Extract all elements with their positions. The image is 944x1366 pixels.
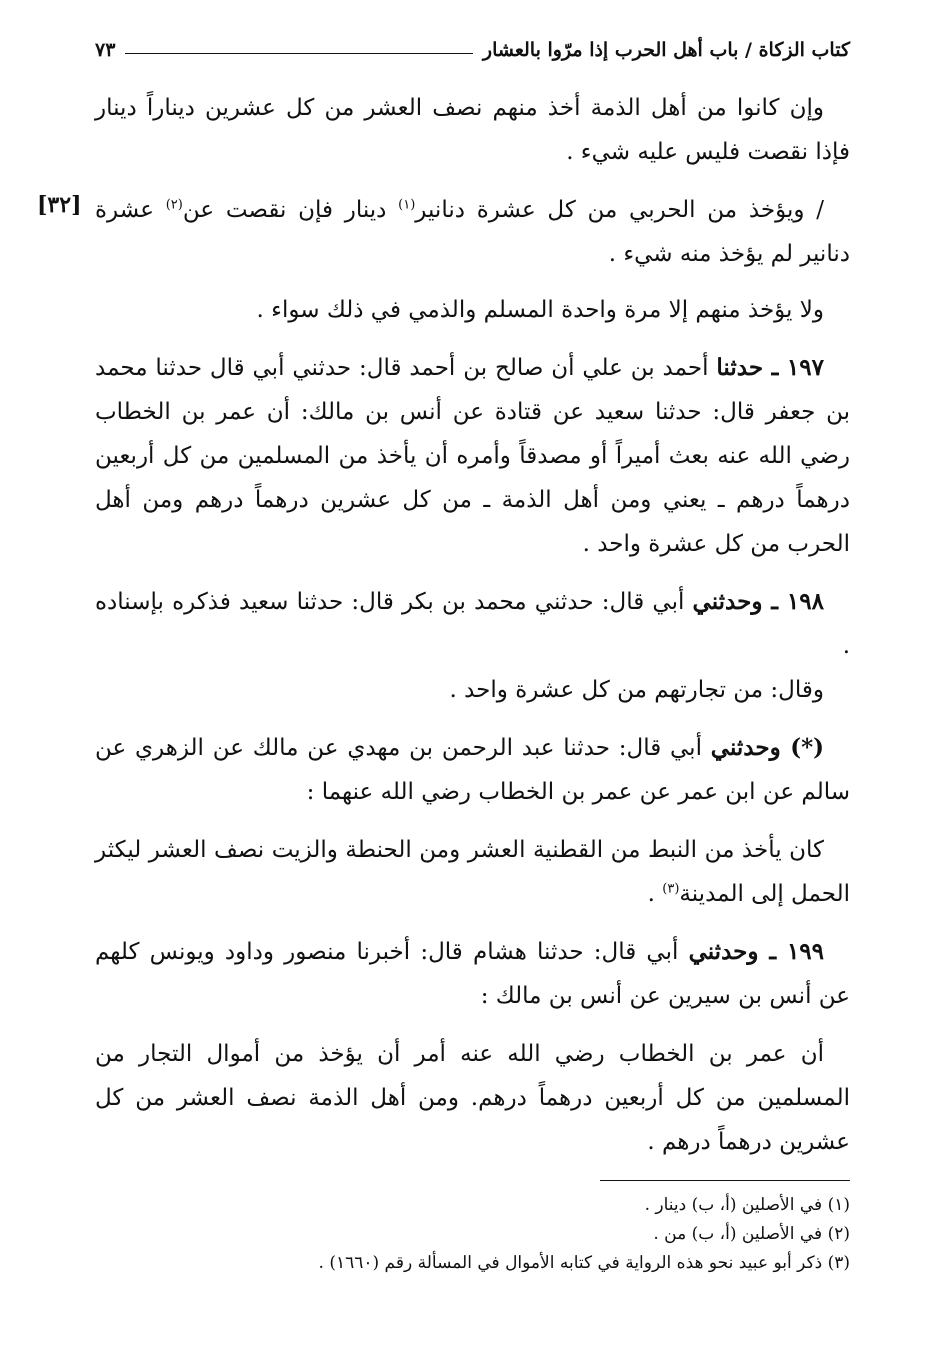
footnote-ref-2[interactable]: (٢): [165, 197, 183, 213]
hadith-198-text: أبي قال: حدثني محمد بن بكر قال: حدثنا سعيد فذكره بإسناده .: [95, 589, 850, 659]
footnote-3: (٣) ذكر أبو عبيد نحو هذه الرواية في كتابه الأموال في المسألة رقم (١٦٦٠) .: [318, 1253, 850, 1273]
margin-folio-note: [٣٢]: [37, 192, 82, 218]
hadith-197-text: أحمد بن علي أن صالح بن أحمد قال: حدثني أبي قال حدثنا محمد بن جعفر قال: حدثنا سعيد عن قتادة عن أنس بن مالك: أن عمر بن الخطاب رضي الله عنه بعث أميراً أو مصدقاً وأمره أن يأخذ من المسلمين من كل أربعين درهماً درهم ـ يعني ومن أهل الذمة ـ من كل عشرين درهماً درهم ومن أهل الحرب من كل عشرة واحد .: [95, 355, 850, 557]
paragraph-dhimmi: وإن كانوا من أهل الذمة أخذ منهم نصف العشر من كل عشرين ديناراً دينار فإذا نقصت فليس عليه شيء .: [95, 95, 850, 165]
hadith-star-matn-end: .: [647, 881, 663, 907]
paragraph-harbi: [95, 188, 850, 276]
harbi-text-c: عشرة دنانير لم يؤخذ منه شيء .: [95, 197, 850, 267]
hadith-199-text: أبي قال: حدثنا هشام قال: أخبرنا منصور وداود ويونس كلهم عن أنس بن سيرين عن أنس بن مالك :: [95, 939, 850, 1009]
footnote-ref-3[interactable]: (٣): [662, 881, 680, 897]
hadith-star-text: أبي قال: حدثنا عبد الرحمن بن مهدي عن مالك عن الزهري عن سالم عن ابن عمر عن عمر بن الخطاب رضي الله عنهما :: [95, 735, 850, 805]
harbi-text-a: / ويؤخذ من الحربي من كل عشرة دنانير: [415, 197, 824, 223]
footnote-1: (١) في الأصلين (أ، ب) دينار .: [644, 1195, 850, 1215]
header-rule: [125, 53, 472, 54]
hadith-star: [95, 726, 850, 814]
hadith-197: [95, 346, 850, 566]
hadith-star-matn-text: كان يأخذ من النبط من القطنية العشر ومن الحنطة والزيت نصف العشر ليكثر الحمل إلى المدينة: [95, 837, 850, 907]
hadith-star-matn: [95, 828, 850, 916]
footnotes: [95, 1180, 850, 1278]
page-header: [95, 30, 850, 70]
page-number: ٧٣: [95, 39, 116, 61]
document-page: [37, 30, 850, 1340]
hadith-198: [95, 580, 850, 668]
harbi-text-b: دينار فإن نقصت عن: [182, 197, 399, 223]
footnote-2: (٢) في الأصلين (أ، ب) من .: [653, 1224, 850, 1244]
hadith-199: [95, 930, 850, 1018]
footnote-rule: [600, 1180, 850, 1181]
hadith-197-number: ١٩٧ ـ حدثنا: [716, 354, 824, 381]
hadith-198-number: ١٩٨ ـ وحدثني: [692, 588, 824, 615]
hadith-199-matn: أن عمر بن الخطاب رضي الله عنه أمر أن يؤخذ من أموال التجار من المسلمين من كل أربعين درهماً درهم. ومن أهل الذمة نصف العشر من كل عشرين درهماً درهم .: [95, 1041, 850, 1155]
footnote-ref-1[interactable]: (١): [398, 197, 416, 213]
running-title: كتاب الزكاة / باب أهل الحرب إذا مرّوا بالعشار: [482, 39, 850, 61]
hadith-star-number: (*) وحدثني: [710, 734, 824, 761]
paragraph-once: ولا يؤخذ منهم إلا مرة واحدة المسلم والذمي في ذلك سواء .: [256, 297, 824, 323]
hadith-199-number: ١٩٩ ـ وحدثني: [688, 938, 824, 965]
hadith-198-continuation: وقال: من تجارتهم من كل عشرة واحد .: [449, 677, 824, 703]
